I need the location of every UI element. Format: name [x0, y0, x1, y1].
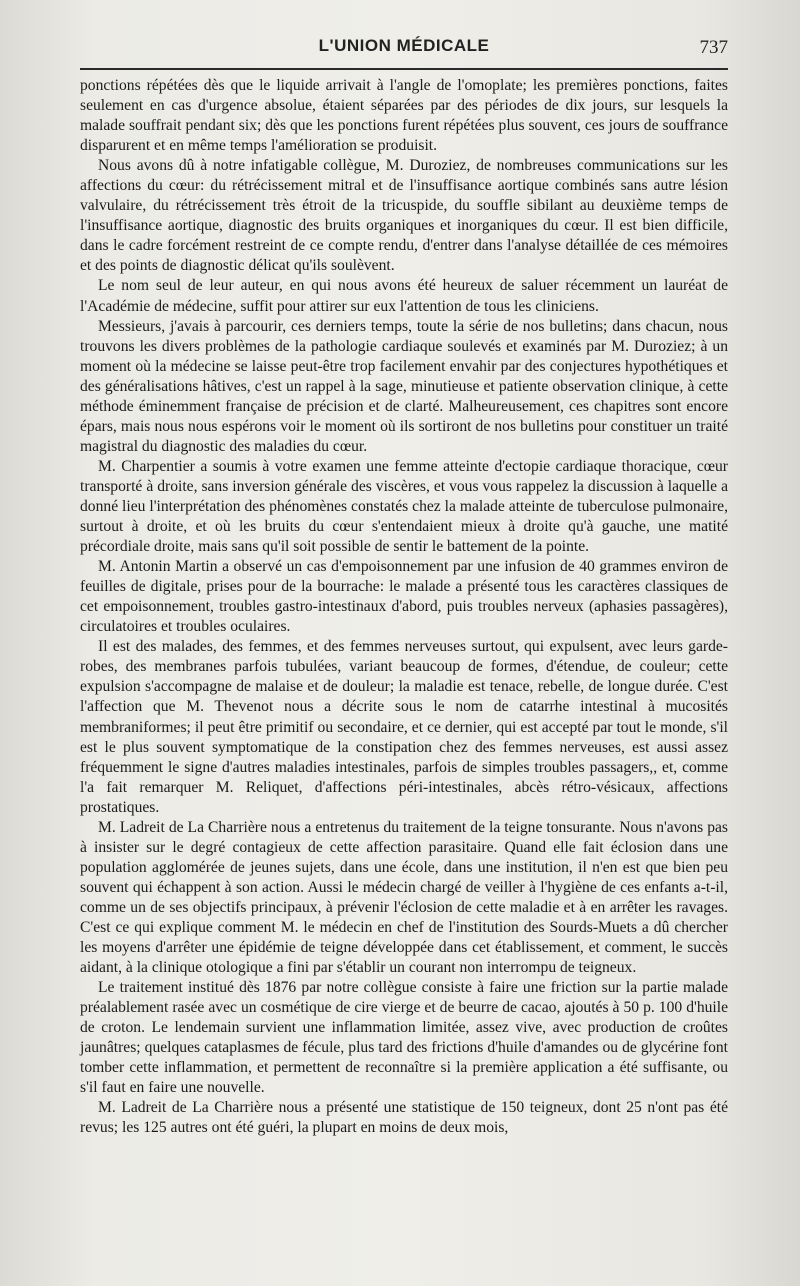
body-text: [80, 76, 728, 1138]
paragraph: ponctions répétées dès que le liquide arrivait à l'angle de l'omoplate; les premières ponctions, faites seulement en cas d'urgence absolue, étaient séparées par des périodes de dix jours, sur lesquels la malade souffrait pendant six; dès que les ponctions furent répétées plus souvent, ces jours de souffrance disparurent et en même temps l'amélioration se produisit.: [80, 77, 728, 155]
paragraph: Il est des malades, des femmes, et des femmes nerveuses surtout, qui expulsent, avec leurs garde-robes, des membranes parfois tubulées, variant beaucoup de formes, d'étendue, de couleur; cette expulsion s'accompagne de malaise et de douleur; la maladie est tenace, rebelle, de longue durée. C'est l'affection que M. Thevenot nous a décrite sous le nom de catarrhe intestinal à mucosités membraniformes; il peut être primitif ou secondaire, et ce dernier, qui est accepté par tout le monde, s'il est le plus souvent symptomatique de la constipation chez des femmes nerveuses, est aussi assez fréquemment le signe d'autres maladies intestinales, parfois de simples troubles passagers,, et, comme l'a fait remarquer M. Reliquet, d'affections péri-intestinales, abcès rétro-vésicaux, affections prostatiques.: [80, 638, 728, 816]
paragraph: Messieurs, j'avais à parcourir, ces derniers temps, toute la série de nos bulletins; dans chacun, nous trouvons les divers problèmes de la pathologie cardiaque soulevés et examinés par M. Duroziez; à un moment où la médecine se laisse peut-être trop facilement envahir par des conjectures hypothétiques et des généralisations hâtives, c'est un rappel à la sage, minutieuse et patiente observation clinique, à cette méthode éminemment française de précision et de clarté. Malheureusement, ces chapitres sont encore épars, mais nous nous espérons voir le moment où ils sortiront de nos bulletins pour constituer un traité magistral du diagnostic des maladies du cœur.: [80, 317, 728, 455]
paragraph: M. Ladreit de La Charrière nous a présenté une statistique de 150 teigneux, dont 25 n'ont pas été revus; les 125 autres ont été guéri, la plupart en moins de deux mois,: [80, 1099, 728, 1137]
paragraph: Nous avons dû à notre infatigable collègue, M. Duroziez, de nombreuses communications sur les affections du cœur: du rétrécissement mitral et de l'insuffisance aortique combinés sans autre lésion valvulaire, du rétrécissement très étroit de la tricuspide, du souffle sibilant au deuxième temps de l'insuffisance aortique, diagnostic des bruits organiques et inorganiques du cœur. Il est bien difficile, dans le cadre forcément restreint de ce compte rendu, d'entrer dans l'analyse détaillée de ces mémoires et des points de diagnostic délicat qu'ils soulèvent.: [80, 157, 728, 275]
paragraph: Le traitement institué dès 1876 par notre collègue consiste à faire une friction sur la partie malade préalablement rasée avec un cosmétique de cire vierge et de beurre de cacao, ajoutés à 50 p. 100 d'huile de croton. Le lendemain survient une inflammation limitée, assez vive, avec production de croûtes jaunâtres; quelques cataplasmes de fécule, plus tard des frictions d'huile d'amandes ou de glycérine font tomber cette inflammation, et permettent de reconnaître si la première application a été suffisante, ou s'il faut en faire une nouvelle.: [80, 979, 728, 1097]
paragraph: M. Ladreit de La Charrière nous a entretenus du traitement de la teigne tonsurante. Nous n'avons pas à insister sur le degré contagieux de cette affection parasitaire. Quand elle fait éclosion dans une population agglomérée de jeunes sujets, dans une école, dans une institution, il n'en est que bien peu souvent qui échappent à son action. Aussi le médecin chargé de veiller à l'hygiène de ces enfants a-t-il, comme un de ses objectifs principaux, à prévenir l'éclosion de cette maladie et à en arrêter les ravages. C'est ce qui explique comment M. le médecin en chef de l'institution des Sourds-Muets a dû chercher les moyens d'arrêter une épidémie de teigne développée dans cet établissement, et comment, le succès aidant, à la clinique otologique a fini par s'établir un courant non interrompu de teigneux.: [80, 818, 728, 977]
paragraph: Le nom seul de leur auteur, en qui nous avons été heureux de saluer récemment un lauréat de l'Académie de médecine, suffit pour attirer sur eux l'attention de tous les cliniciens.: [80, 277, 728, 315]
paragraph: M. Charpentier a soumis à votre examen une femme atteinte d'ectopie cardiaque thoracique, cœur transporté à droite, sans inversion générale des viscères, et vous vous rappelez la discussion à laquelle a donné lieu l'interprétation des phénomènes constatés chez la malade atteinte de tuberculose pulmonaire, surtout à droite, et où les bruits du cœur s'entendaient mieux à droite qu'à gauche, une matité précordiale droite, mais sans qu'il soit possible de sentir le battement de la pointe.: [80, 457, 728, 556]
running-title: L'UNION MÉDICALE: [318, 36, 490, 55]
page-number: 737: [699, 37, 728, 58]
paragraph: M. Antonin Martin a observé un cas d'empoisonnement par une infusion de 40 grammes environ de feuilles de digitale, prises pour de la bourrache: le malade a présenté tous les caractères classiques de cet empoisonnement, troubles gastro-intestinaux d'abord, puis troubles nerveux (aphasies passagères), circulatoires et troubles oculaires.: [80, 558, 728, 636]
page-header: [80, 36, 728, 64]
header-rule: [80, 68, 728, 70]
